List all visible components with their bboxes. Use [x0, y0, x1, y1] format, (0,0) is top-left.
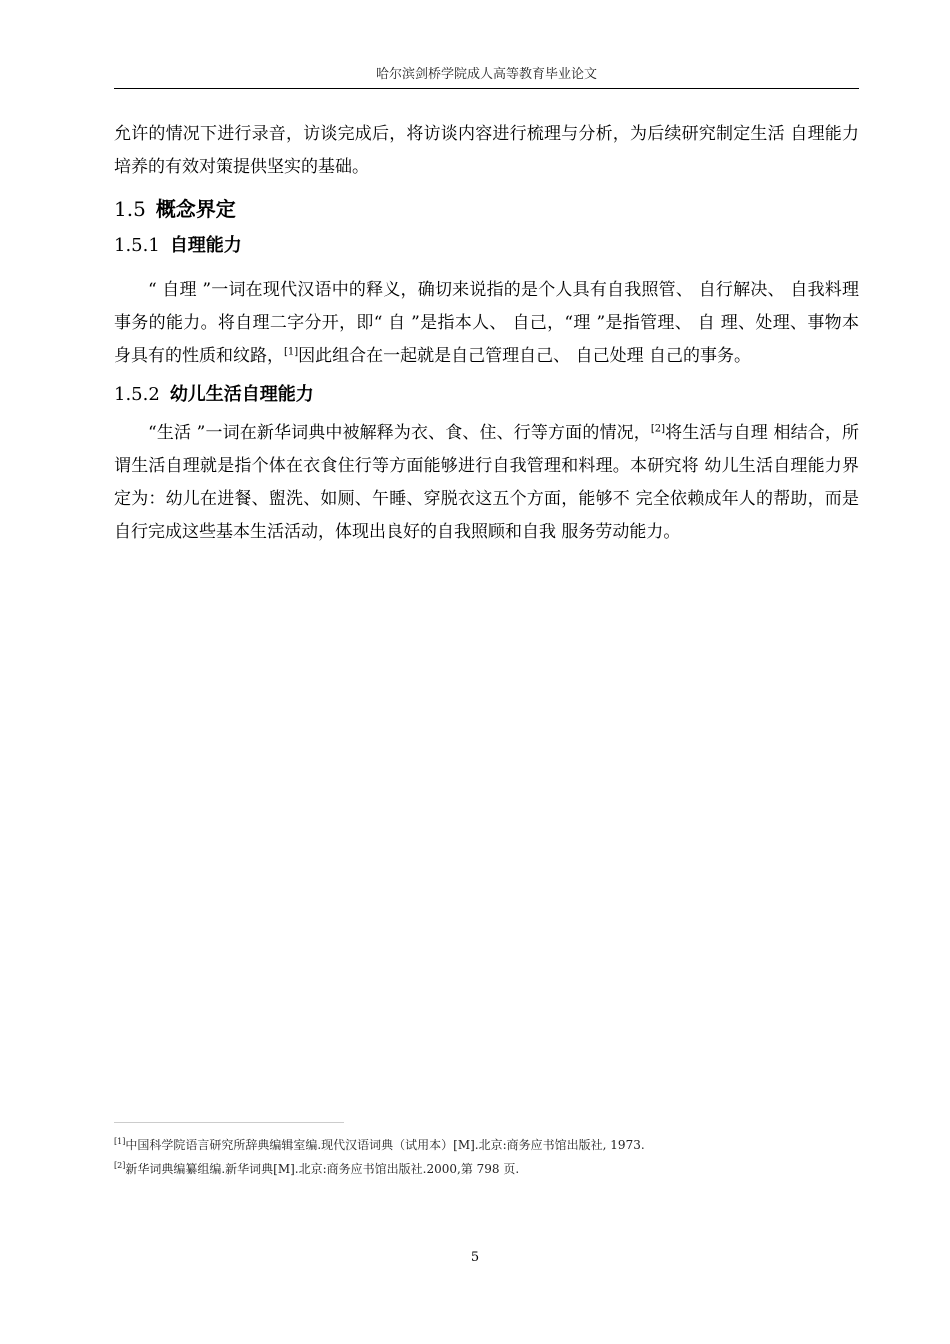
section-number: 1.5 [114, 197, 146, 221]
section-title: 概念界定 [155, 197, 236, 221]
footnote-mark: [2] [114, 1161, 126, 1170]
paragraph-text: “ 自理 ”一词在现代汉语中的释义，确切来说指的是个人具有自我照管、 自行解决、 自我料理事务的能力。将自理二字分开，即“ 自 ”是指本人、 自己，“理 ”是指管理、 自 理、处理、事物本身具有的性质和纹路， [114, 280, 859, 366]
page-body [114, 118, 859, 549]
section-heading-1-5 [114, 194, 859, 224]
header-divider [114, 88, 859, 89]
paragraph-text: “生活 ”一词在新华词典中被解释为衣、食、住、行等方面的情况， [148, 423, 651, 443]
footnote-mark: [1] [114, 1137, 126, 1146]
footnote-text: 新华词典编纂组编.新华词典[M].北京:商务应书馆出版社.2000,第 798 页. [125, 1162, 520, 1176]
footnotes [114, 1133, 859, 1181]
section-number: 1.5.1 [114, 235, 160, 256]
paragraph-text: 因此组合在一起就是自己管理自己、 自己处理 自己的事务。 [298, 346, 751, 366]
footnote-reference-1[interactable]: [1] [284, 346, 299, 358]
section-heading-1-5-2 [114, 381, 859, 409]
footnote-item [114, 1157, 859, 1181]
footnote-reference-2[interactable]: [2] [650, 423, 666, 435]
paragraph-continuation: 允许的情况下进行录音，访谈完成后，将访谈内容进行梳理与分析，为后续研究制定生活 自理能力培养的有效对策提供坚实的基础。 [114, 124, 859, 177]
paragraph-self-care-definition [114, 274, 859, 373]
paragraph-child-self-care-definition [114, 417, 859, 549]
section-heading-1-5-1 [114, 232, 859, 260]
footnote-divider [114, 1122, 344, 1123]
footnote-item [114, 1133, 859, 1157]
section-title: 自理能力 [169, 235, 242, 256]
paragraph-text: 将生活与自理 相结合，所谓生活自理就是指个体在衣食住行等方面能够进行自我管理和料理。本研究将 幼儿生活自理能力界定为：幼儿在进餐、盥洗、如厕、午睡、穿脱衣这五个方面，能够不 完全依赖成年人的帮助，而是自行完成这些基本生活活动，体现出良好的自我照顾和自我 服务劳动能力。 [114, 423, 859, 542]
section-number: 1.5.2 [114, 384, 160, 405]
footnote-text: 中国科学院语言研究所辞典编辑室编.现代汉语词典（试用本）[M].北京:商务应书馆出版社, 1973. [125, 1138, 645, 1152]
running-header: 哈尔滨剑桥学院成人高等教育毕业论文 [375, 67, 597, 82]
section-title: 幼儿生活自理能力 [169, 384, 314, 405]
page-number: 5 [470, 1250, 480, 1265]
